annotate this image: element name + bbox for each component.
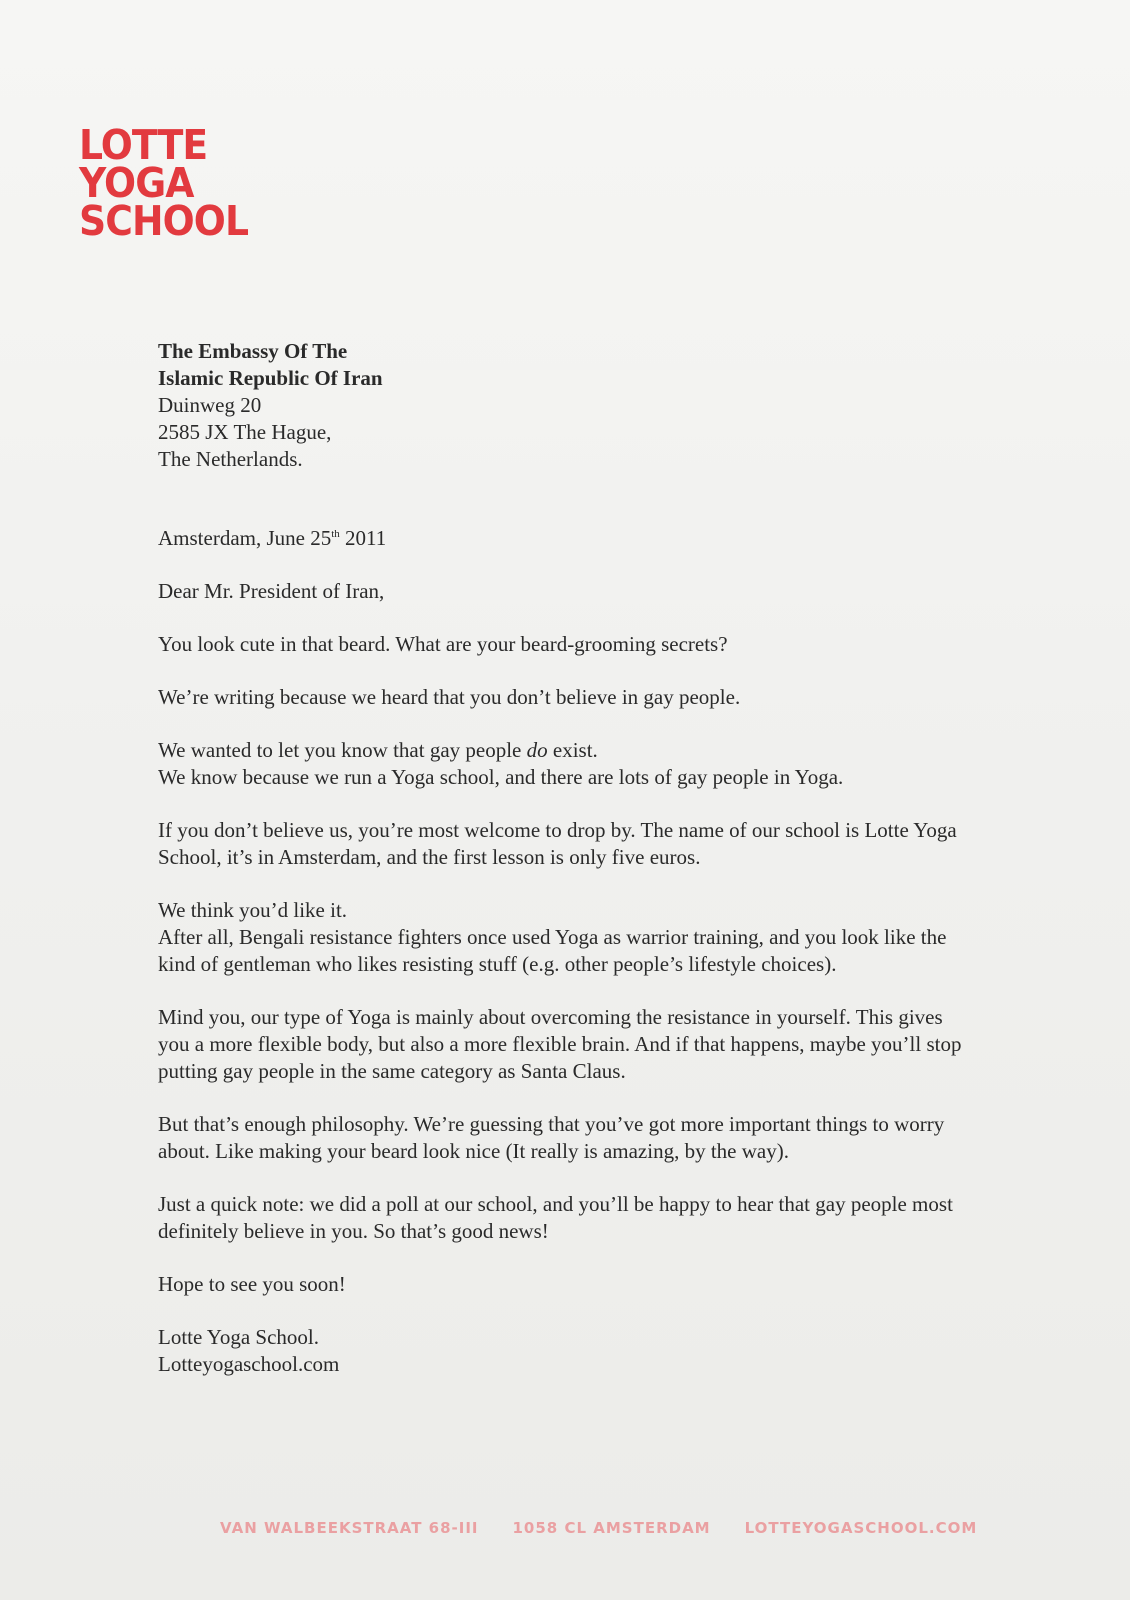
paragraph [158, 897, 978, 978]
address-line: Duinweg 20 [158, 393, 262, 417]
paragraph: Just a quick note: we did a poll at our school, and you’ll be happy to hear that gay people most definitely believe in you. So that’s good news! [158, 1192, 953, 1243]
paragraph-text: We wanted to let you know that gay people [158, 738, 527, 762]
emphasis-text: do [526, 738, 548, 762]
letterhead-footer [220, 1519, 978, 1537]
paragraph: Mind you, our type of Yoga is mainly about overcoming the resistance in yourself. This gives you a more flexible body, but also a more flexible brain. And if that happens, maybe you’ll stop putting gay people in the same category as Santa Claus. [158, 1005, 962, 1083]
school-logo [79, 121, 249, 245]
footer-website: LOTTEYOGASCHOOL.COM [744, 1519, 978, 1537]
date-text: Amsterdam, June 25 [158, 526, 332, 550]
letter-body [158, 312, 978, 1404]
paragraph: You look cute in that beard. What are your beard-grooming secrets? [158, 632, 728, 656]
paragraph-text: exist. [547, 738, 598, 762]
address-line: The Netherlands. [158, 447, 303, 471]
address-line: Islamic Republic Of Iran [158, 366, 383, 390]
paragraph-text: We think you’d like it. [158, 898, 348, 922]
paragraph: But that’s enough philosophy. We’re guessing that you’ve got more important things to worry about. Like making your beard look nice (It really is amazing, by the way). [158, 1112, 945, 1163]
logo-line: SCHOOL [79, 197, 249, 245]
footer-street: VAN WALBEEKSTRAAT 68-III [220, 1519, 479, 1537]
paragraph: We’re writing because we heard that you don’t believe in gay people. [158, 685, 741, 709]
signature-name: Lotte Yoga School. [158, 1325, 320, 1349]
address-line: 2585 JX The Hague, [158, 420, 332, 444]
logo-line: YOGA [79, 159, 194, 207]
paragraph-text: After all, Bengali resistance fighters once used Yoga as warrior training, and you look like the kind of gentleman who likes resisting stuff (e.g. other people’s lifestyle choices). [158, 925, 947, 976]
date-ordinal: th [331, 528, 340, 540]
salutation: Dear Mr. President of Iran, [158, 579, 385, 603]
address-line: The Embassy Of The [158, 339, 348, 363]
footer-city: 1058 CL AMSTERDAM [512, 1519, 711, 1537]
signature-website: Lotteyogaschool.com [158, 1352, 340, 1376]
logo-line: LOTTE [79, 121, 208, 169]
paragraph: If you don’t believe us, you’re most welcome to drop by. The name of our school is Lotte Yoga School, it’s in Amsterdam, and the first lesson is only five euros. [158, 818, 957, 869]
date-year: 2011 [339, 526, 387, 550]
paragraph-text: We know because we run a Yoga school, and there are lots of gay people in Yoga. [158, 765, 844, 789]
letter-date [158, 525, 978, 552]
paragraph [158, 737, 978, 791]
paragraph: Hope to see you soon! [158, 1272, 346, 1296]
